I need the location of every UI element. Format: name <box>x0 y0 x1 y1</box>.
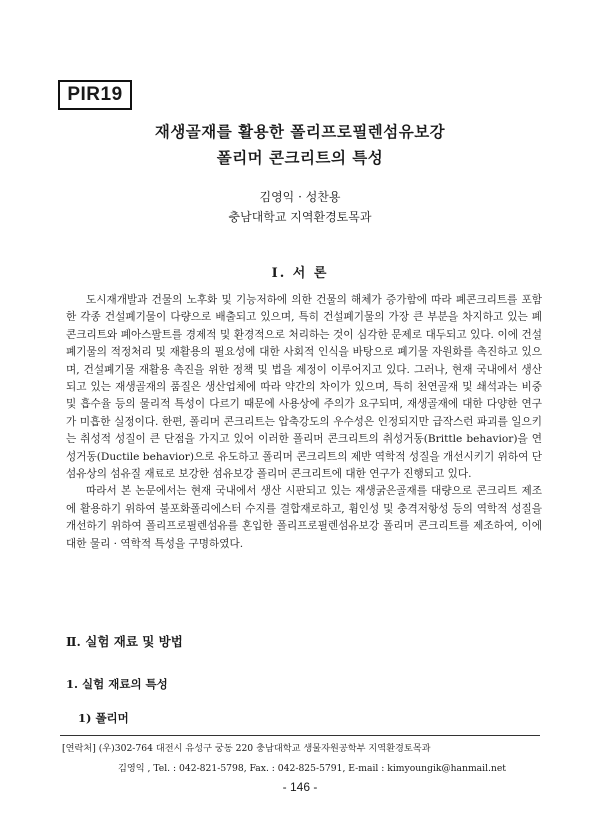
introduction-body <box>66 292 542 553</box>
paper-title-line2: 폴리머 콘크리트의 특성 <box>216 148 384 167</box>
page-number: - 146 - <box>282 780 318 794</box>
subsection-heading: 1. 실험 재료의 특성 <box>66 677 168 691</box>
section-heading-introduction: Ⅰ. 서 론 <box>271 266 329 281</box>
subsubsection-heading: 1) 폴리머 <box>78 711 129 725</box>
paragraph: 도시재개발과 건물의 노후화 및 기능저하에 의한 건물의 해체가 증가함에 따라 폐콘크리트를 포함한 각종 건설폐기물이 다량으로 배출되고 있으며, 특히 건설폐기물의 가장 큰 부분을 차지하고 있는 폐콘크리트와 폐아스팔트를 경제적 및 환경적으로 처리하는 것이 심각한 문제로 대두되고 있다. 이에 건설폐기물의 적정처리 및 재활용의 필요성에 대한 사회적 인식을 바탕으로 폐기물 자원화를 촉진하고 있으며, 건설폐기물 재활용 촉진을 위한 정책 및 법을 제정이 이루어지고 있다. 그러나, 현재 국내에서 생산되고 있는 재생골재의 품질은 생산업체에 따라 약간의 차이가 있으며, 특히 천연골재 및 쇄석과는 비중 및 흡수율 등의 물리적 특성이 다르기 때문에 사용상에 주의가 요구되며, 재생골재에 대한 다양한 연구가 미흡한 실정이다. 한편, 폴리머 콘크리트는 압축강도의 우수성은 인정되지만 급작스런 파괴를 일으키는 취성적 성질이 큰 단점을 가지고 있어 이러한 폴리머 콘크리트의 취성거동(Brittle behavior)을 연성거동(Ductile behavior)으로 유도하고 폴리머 콘크리트의 제반 역학적 성질을 개선시키기 위하여 단섬유상의 섬유질 재료로 보강한 섬유보강 폴리머 콘크리트에 대한 연구가 진행되고 있다. <box>66 294 542 481</box>
paragraph: 따라서 본 논문에서는 현재 국내에서 생산 시판되고 있는 재생굵은골재를 대량으로 콘크리트 제조에 활용하기 위하여 불포화폴리에스터 수지를 결합재로하고, 휨인성 및 충격저항성 등의 역학적 성질을 개선하기 위하여 폴리프로필렌섬유를 혼입한 폴리프로필렌섬유보강 폴리머 콘크리트를 제조하여, 이에 대한 물리 · 역학적 특성을 구명하였다. <box>66 485 542 550</box>
paper-title-line1: 재생골재를 활용한 폴리프로필렌섬유보강 <box>154 122 446 141</box>
contact-details: 김영익 , Tel. : 042-821-5798, Fax. : 042-825-5791, E-mail : kimyoungik@hanmail.net <box>118 763 506 774</box>
contact-address: [연락처] (우)302-764 대전시 유성구 궁동 220 충남대학교 생물자원공학부 지역환경토목과 <box>62 743 431 754</box>
authors: 김영익 · 성찬용 <box>259 190 341 204</box>
affiliation: 충남대학교 지역환경토목과 <box>228 210 372 224</box>
footnote-divider <box>60 735 540 736</box>
paper-code-tag: PIR19 <box>58 80 132 110</box>
section-heading-materials-methods: Ⅱ. 실험 재료 및 방법 <box>66 634 183 649</box>
